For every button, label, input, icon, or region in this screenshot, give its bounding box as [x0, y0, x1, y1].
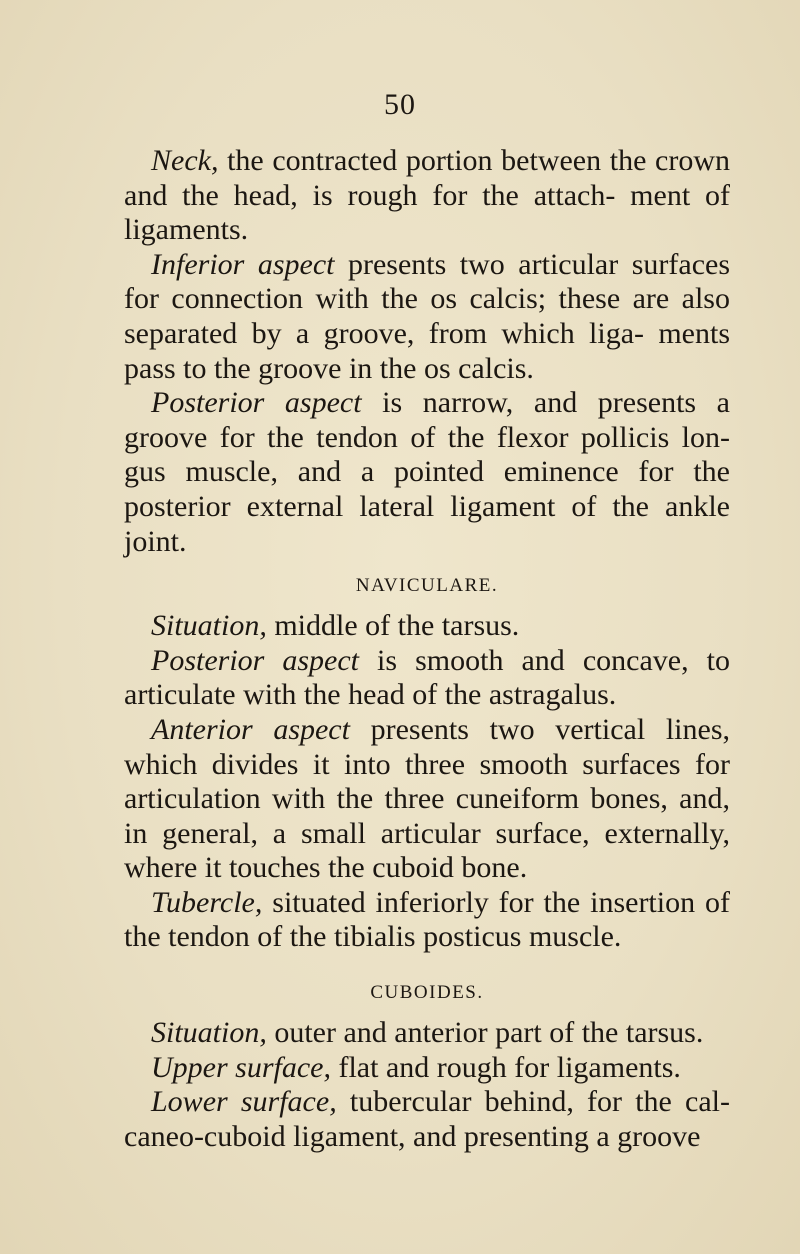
paragraph-cuboides-upper [124, 1051, 730, 1086]
heading-naviculare: NAVICULARE. [355, 575, 499, 597]
text-posterior-aspect: is narrow, and presents a groove for the tendon of the flexor pollicis lon- gus muscle, and a pointed eminence for the posterior external lateral ligament of the ankle joint. [124, 386, 730, 558]
text-cuboides-situation: outer and anterior part of the tarsus. [266, 1016, 704, 1050]
text-naviculare-tubercle: situated inferiorly for the insertion of the tendon of the tibialis posticus muscle. [124, 885, 730, 954]
body-text [124, 144, 730, 1154]
paragraph-cuboides-lower [124, 1085, 730, 1154]
text-cuboides-upper: flat and rough for ligaments. [330, 1050, 681, 1084]
paragraph-neck [124, 144, 730, 248]
term-cuboides-upper: Upper surface, [151, 1050, 331, 1084]
paragraph-naviculare-situation [124, 609, 730, 644]
text-naviculare-situation: middle of the tarsus. [266, 609, 520, 643]
paragraph-naviculare-posterior [124, 644, 730, 713]
text-neck: the contracted portion between the crown and the head, is rough for the attach- ment of ligaments. [124, 144, 730, 247]
term-cuboides-situation: Situation, [151, 1016, 267, 1050]
term-neck: Neck, [151, 144, 219, 177]
term-cuboides-lower: Lower surface, [151, 1085, 337, 1119]
term-naviculare-tubercle: Tubercle, [151, 885, 263, 919]
paragraph-posterior-aspect [124, 386, 730, 559]
paragraph-naviculare-tubercle [124, 886, 730, 955]
paragraph-inferior-aspect [124, 248, 730, 386]
term-naviculare-posterior: Posterior aspect [151, 643, 360, 677]
page-number: 50 [384, 88, 416, 121]
text-inferior-aspect: presents two articular surfaces for connection with the os calcis; these are also separated by a groove, from which liga- ments pass to the groove in the os calcis. [124, 247, 731, 385]
term-naviculare-situation: Situation, [151, 609, 267, 643]
text-naviculare-posterior: is smooth and concave, to articulate with the head of the astragalus. [124, 643, 730, 712]
paragraph-naviculare-anterior [124, 713, 730, 886]
text-cuboides-lower: tubercular behind, for the cal- caneo-cuboid ligament, and presenting a groove [124, 1085, 731, 1153]
term-posterior-aspect: Posterior aspect [151, 386, 362, 420]
text-naviculare-anterior: presents two vertical lines, which divides it into three smooth surfaces for articulation with the three cuneiform bones, and, in general, a small articular surface, externally, where it touches the cuboid bone. [124, 712, 730, 885]
term-inferior-aspect: Inferior aspect [151, 247, 335, 281]
paragraph-cuboides-situation [124, 1016, 730, 1051]
term-naviculare-anterior: Anterior aspect [151, 712, 350, 746]
heading-cuboides: CUBOIDES. [370, 982, 484, 1004]
